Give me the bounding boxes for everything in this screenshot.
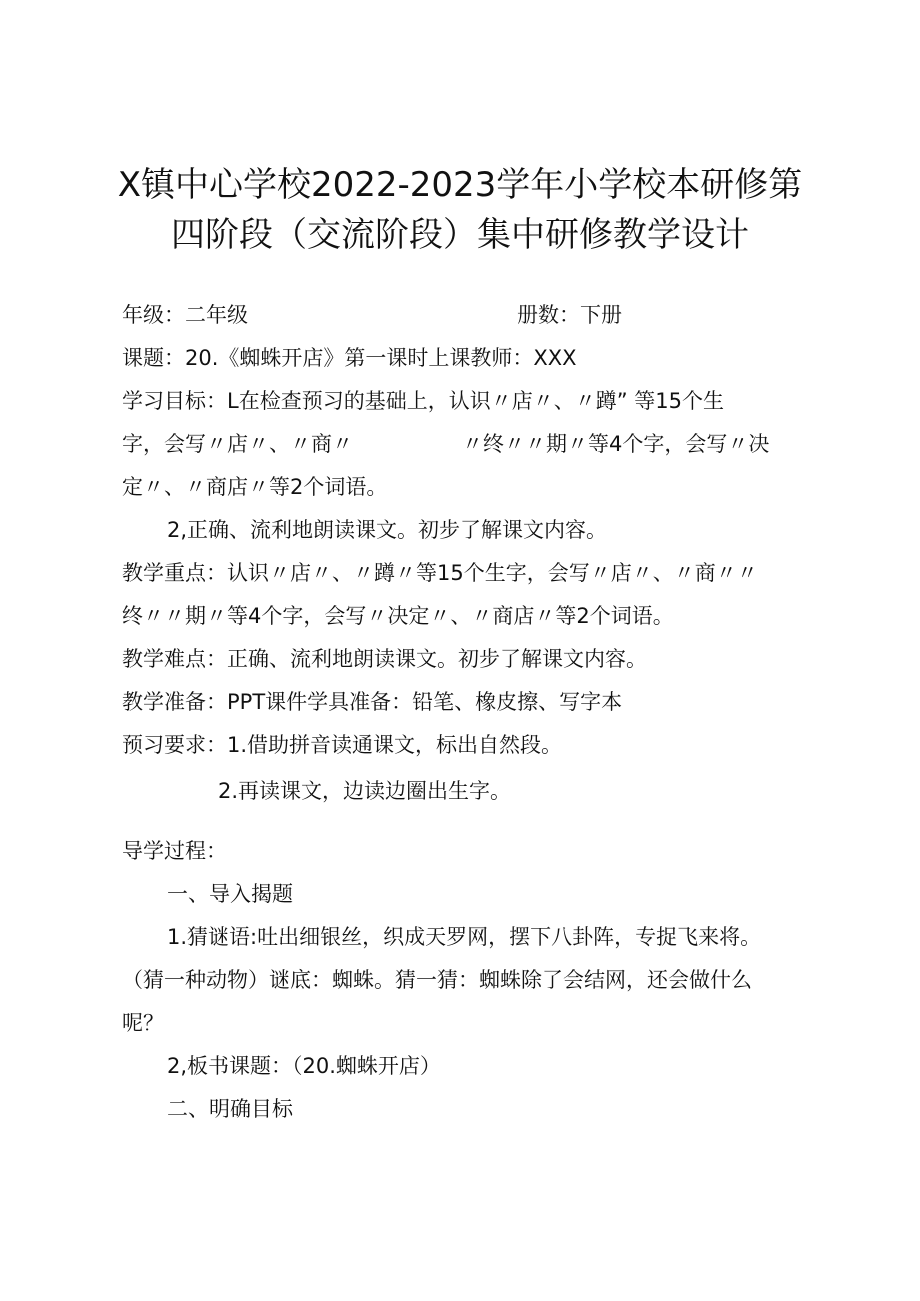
objectives-line-2b: 〃终〃〃期〃等4个字，会写〃决 <box>462 432 770 456</box>
key-points-line-1: 教学重点：认识〃店〃、〃蹲〃等15个生字，会写〃店〃、〃商〃〃 <box>122 561 758 585</box>
objectives-line-4: 2,正确、流利地朗读课文。初步了解课文内容。 <box>167 518 608 542</box>
preparation-field: 教学准备：PPT课件学具准备：铅笔、橡皮擦、写字本 <box>122 690 623 714</box>
board-title-line: 2,板书课题：（20.蜘蛛开店） <box>167 1054 441 1078</box>
section-1-heading: 一、导入揭题 <box>167 882 293 906</box>
riddle-line-3: 呢？ <box>122 1011 164 1035</box>
objectives-line-3: 定〃、〃商店〃等2个词语。 <box>122 475 388 499</box>
section-2-heading: 二、明确目标 <box>167 1097 293 1121</box>
riddle-line-2: （猜一种动物）谜底：蜘蛛。猜一猜：蜘蛛除了会结网，还会做什么 <box>122 968 752 992</box>
preview-line-1: 预习要求：1.借助拼音读通课文，标出自然段。 <box>122 733 563 757</box>
lesson-title-field: 课题：20.《蜘蛛开店》第一课时上课教师：XXX <box>122 346 577 370</box>
grade-field: 年级：二年级 <box>122 303 248 327</box>
objectives-line-2a: 字，会写〃店〃、〃商〃 <box>122 432 353 456</box>
document-title-line-2: 四阶段（交流阶段）集中研修教学设计 <box>171 215 749 255</box>
preview-line-2: 2.再读课文，边读边圈出生字。 <box>218 779 512 803</box>
riddle-line-1: 1.猜谜语:吐出细银丝，织成天罗网，摆下八卦阵，专捉飞来将。 <box>167 925 762 949</box>
document-title-line-1: X镇中心学校2022-2023学年小学校本研修第 <box>117 165 803 205</box>
objectives-line-1: 学习目标：L在检查预习的基础上，认识〃店〃、〃蹲” 等15个生 <box>122 389 724 413</box>
volume-field: 册数：下册 <box>517 303 622 327</box>
key-points-line-2: 终〃〃期〃等4个字，会写〃决定〃、〃商店〃等2个词语。 <box>122 604 674 628</box>
process-heading: 导学过程： <box>122 839 227 863</box>
difficulty-field: 教学难点：正确、流利地朗读课文。初步了解课文内容。 <box>122 647 647 671</box>
